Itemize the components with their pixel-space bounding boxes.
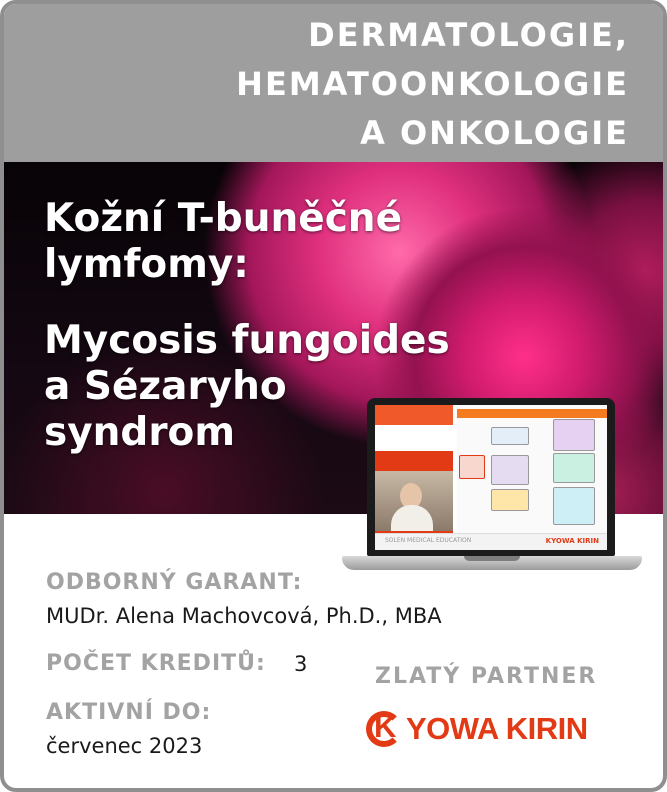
slide-footer — [375, 533, 607, 550]
guarantor-label: ODBORNÝ GARANT: — [46, 570, 303, 595]
active-until-value: červenec 2023 — [46, 734, 203, 758]
slide-footer-publisher: SOLEN MEDICAL EDUCATION — [385, 537, 472, 544]
course-title-line-1: Kožní T-buněčné — [44, 196, 403, 241]
credits-label: POČET KREDITŮ: — [46, 651, 266, 676]
logo-initial: K — [374, 709, 397, 744]
course-title-line-4: a Sézaryho — [44, 364, 287, 409]
category-line-2: HEMATOONKOLOGIE — [236, 65, 629, 103]
category-line-3: A ONKOLOGIE — [360, 114, 629, 152]
active-until-label: AKTIVNÍ DO: — [46, 700, 212, 725]
laptop-screen — [375, 405, 607, 550]
slide-footer-brand: KYOWA KIRIN — [545, 537, 599, 545]
course-title-line-2: lymfomy: — [44, 242, 249, 287]
slide-content — [457, 405, 607, 548]
logo-wordmark: YOWA KIRIN — [406, 711, 588, 746]
slide-sidebar — [375, 405, 453, 548]
credits-value: 3 — [294, 652, 308, 676]
category-line-1: DERMATOLOGIE, — [308, 16, 629, 54]
course-title-line-3: Mycosis fungoides — [44, 318, 450, 363]
guarantor-name: MUDr. Alena Machovcová, Ph.D., MBA — [46, 604, 442, 628]
course-title-line-5: syndrom — [44, 410, 235, 455]
laptop-lid — [367, 398, 615, 556]
kyowa-kirin-logo — [366, 710, 626, 756]
slide-title-bar — [457, 409, 607, 418]
laptop-preview-image — [342, 398, 642, 584]
partner-label: ZLATÝ PARTNER — [375, 664, 598, 689]
category-header — [4, 4, 663, 162]
